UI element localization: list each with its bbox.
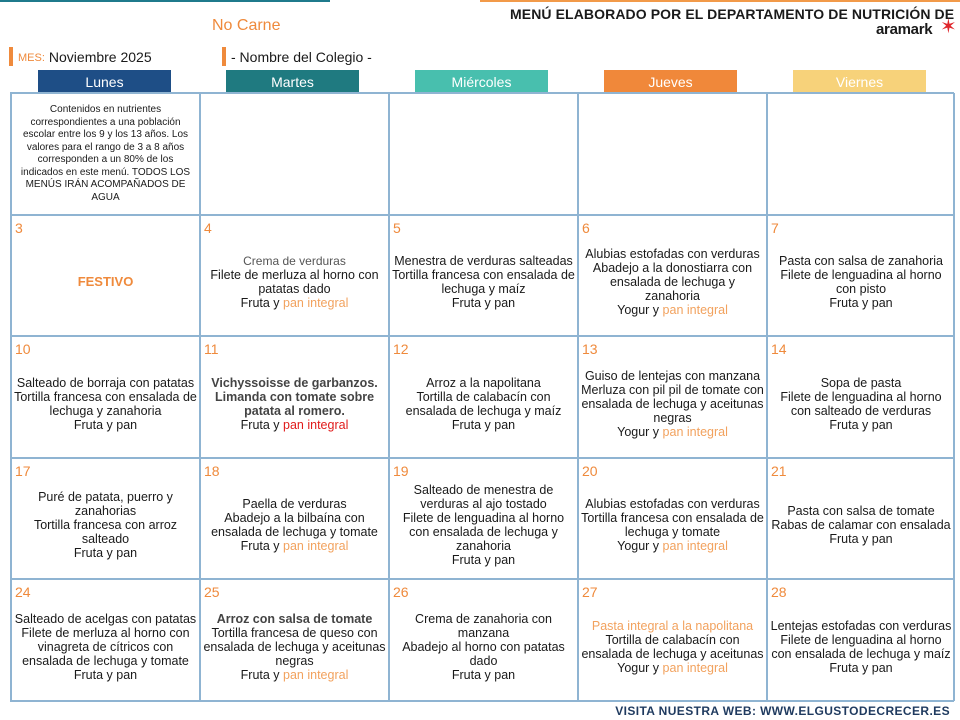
bread-accent: pan integral bbox=[283, 417, 349, 432]
second-course: Abadejo a la bilbaína con ensalada de lechuga y tomate bbox=[211, 511, 378, 539]
day-header-lunes: Lunes bbox=[38, 70, 171, 93]
day-cell-26 bbox=[389, 579, 578, 701]
second-course: Merluza con pil pil de tomate con ensalada de lechuga y aceitunas negras bbox=[581, 382, 764, 425]
dessert-text: Fruta y pan bbox=[451, 553, 516, 567]
menu-items bbox=[392, 596, 575, 697]
bread-accent: pan integral bbox=[283, 667, 349, 682]
day-cell-13 bbox=[578, 336, 767, 458]
day-cell-25 bbox=[200, 579, 389, 701]
first-course: Arroz a la napolitana bbox=[426, 375, 541, 390]
menu-items bbox=[392, 475, 575, 575]
menu-items bbox=[14, 596, 197, 697]
day-number: 17 bbox=[15, 463, 31, 479]
dessert-line bbox=[241, 296, 349, 310]
dessert-text: Fruta y pan bbox=[73, 546, 138, 560]
first-course: Vichyssoisse de garbanzos. bbox=[211, 375, 378, 390]
dessert-line bbox=[74, 546, 137, 560]
diet-label: No Carne bbox=[212, 17, 281, 34]
day-cell-14 bbox=[767, 336, 955, 458]
day-header-martes: Martes bbox=[226, 70, 359, 93]
menu-items bbox=[14, 232, 197, 332]
first-course: Pasta integral a la napolitana bbox=[591, 618, 754, 633]
first-course: Pasta con salsa de zanahoria bbox=[779, 254, 943, 268]
nutrition-info-text: Contenidos en nutrientes correspondientes a una población escolar entre los 9 y los 13 años. Los valores para el rango de 3 a 8 años corresponden a un 80% de los indicados en este menú. TODOS LOS MENÚS IRÁN ACOMPAÑADOS DE AGUA bbox=[20, 104, 191, 203]
dessert-line bbox=[452, 296, 515, 310]
day-number: 14 bbox=[771, 341, 787, 357]
first-course: Pasta con salsa de tomate bbox=[787, 504, 935, 518]
menu-items bbox=[203, 353, 386, 454]
empty-day-cell bbox=[578, 93, 767, 215]
day-cell-18 bbox=[200, 458, 389, 579]
day-cell-6 bbox=[578, 215, 767, 336]
day-number: 3 bbox=[15, 220, 23, 236]
day-cell-17 bbox=[11, 458, 200, 579]
bread-accent: pan integral bbox=[662, 539, 728, 553]
second-course: Rabas de calamar con ensalada bbox=[771, 518, 951, 532]
day-number: 27 bbox=[582, 584, 598, 600]
dessert-text: Fruta y bbox=[240, 417, 280, 432]
dessert-text: Yogur y bbox=[617, 660, 660, 675]
second-course: Tortilla francesa de queso con ensalada de lechuga y aceitunas negras bbox=[203, 625, 386, 668]
dessert-text: Fruta y pan bbox=[451, 667, 516, 682]
day-number: 18 bbox=[204, 463, 220, 479]
day-cell-10 bbox=[11, 336, 200, 458]
dessert-text: Fruta y bbox=[240, 296, 280, 310]
first-course: Salteado de acelgas con patatas bbox=[14, 611, 197, 626]
day-cell-24 bbox=[11, 579, 200, 701]
top-accent-line-blue bbox=[0, 0, 330, 2]
day-number: 13 bbox=[582, 341, 598, 357]
empty-day-cell bbox=[389, 93, 578, 215]
menu-items bbox=[581, 353, 764, 454]
day-number: 11 bbox=[204, 341, 219, 357]
top-accent-line-orange bbox=[480, 0, 960, 2]
dessert-text: Fruta y pan bbox=[73, 667, 138, 682]
dessert-line bbox=[829, 418, 892, 432]
first-course: Menestra de verduras salteadas bbox=[394, 254, 573, 268]
first-course: Alubias estofadas con verduras bbox=[585, 497, 760, 511]
dessert-line bbox=[452, 418, 515, 432]
menu-items bbox=[203, 596, 386, 697]
first-course: Guiso de lentejas con manzana bbox=[584, 368, 761, 383]
month-field bbox=[9, 47, 212, 66]
first-course: Sopa de pasta bbox=[820, 375, 902, 390]
dessert-line bbox=[241, 668, 349, 682]
dessert-text: Yogur y bbox=[617, 424, 660, 439]
menu-items bbox=[392, 353, 575, 454]
brand-logo: aramark bbox=[876, 21, 933, 38]
first-course: Alubias estofadas con verduras bbox=[585, 247, 760, 261]
dessert-text: Fruta y bbox=[240, 539, 280, 553]
menu-items bbox=[581, 596, 764, 697]
dessert-line bbox=[829, 661, 892, 675]
dessert-line bbox=[617, 661, 728, 675]
day-number: 20 bbox=[582, 463, 598, 479]
website-footer[interactable]: VISITA NUESTRA WEB: WWW.ELGUSTODECRECER.ES bbox=[615, 704, 950, 718]
first-course: Salteado de menestra de verduras al ajo tostado bbox=[413, 483, 554, 511]
day-cell-7 bbox=[767, 215, 955, 336]
day-cell-5 bbox=[389, 215, 578, 336]
dessert-text: Fruta y pan bbox=[829, 532, 893, 546]
first-course: Crema de zanahoria con manzana bbox=[415, 611, 552, 640]
dessert-line bbox=[829, 532, 892, 546]
menu-items bbox=[392, 232, 575, 332]
brand-star-icon: ✶ bbox=[940, 16, 957, 38]
day-cell-19 bbox=[389, 458, 578, 579]
day-number: 5 bbox=[393, 220, 401, 236]
second-course: Abadejo a la donostiarra con ensalada de lechuga y zanahoria bbox=[592, 261, 753, 303]
day-number: 4 bbox=[204, 220, 212, 236]
dessert-line bbox=[617, 539, 728, 553]
day-header-viernes: Viernes bbox=[793, 70, 926, 93]
menu-items bbox=[581, 475, 764, 575]
dessert-line bbox=[617, 303, 728, 317]
second-course: Filete de lenguadina al horno con ensalada de lechuga y maíz bbox=[771, 632, 951, 661]
menu-items bbox=[770, 475, 952, 575]
dessert-line bbox=[241, 539, 349, 553]
dessert-line bbox=[241, 418, 349, 432]
page-title: MENÚ ELABORADO POR EL DEPARTAMENTO DE NUTRICIÓN DE bbox=[510, 6, 955, 22]
menu-items bbox=[203, 475, 386, 575]
day-number: 10 bbox=[15, 341, 31, 357]
menu-items bbox=[14, 475, 197, 575]
month-value: Noviembre 2025 bbox=[48, 48, 152, 65]
dessert-text: Yogur y bbox=[617, 303, 660, 317]
day-number: 26 bbox=[393, 584, 409, 600]
dessert-text: Fruta y pan bbox=[451, 417, 516, 432]
dessert-line bbox=[452, 668, 515, 682]
first-course: Salteado de borraja con patatas bbox=[16, 375, 195, 390]
day-cell-11 bbox=[200, 336, 389, 458]
second-course: Abadejo al horno con patatas dado bbox=[402, 639, 565, 668]
bread-accent: pan integral bbox=[283, 539, 349, 553]
day-cell-27 bbox=[578, 579, 767, 701]
dessert-text: Fruta y bbox=[240, 667, 280, 682]
dessert-text: Fruta y pan bbox=[829, 417, 893, 432]
second-course: Tortilla de calabacín con ensalada de lechuga y maíz bbox=[405, 389, 562, 418]
day-number: 6 bbox=[582, 220, 590, 236]
dessert-text: Fruta y pan bbox=[73, 417, 138, 432]
dessert-line bbox=[452, 553, 515, 567]
day-cell-21 bbox=[767, 458, 955, 579]
nutrition-info-cell bbox=[11, 93, 200, 215]
day-header-miercoles: Miércoles bbox=[415, 70, 548, 93]
second-course: Tortilla francesa con ensalada de lechuga y tomate bbox=[581, 511, 764, 539]
first-course: Paella de verduras bbox=[242, 497, 347, 511]
day-number: 12 bbox=[393, 341, 409, 357]
bread-accent: pan integral bbox=[662, 303, 728, 317]
second-course: Tortilla francesa con ensalada de lechuga y zanahoria bbox=[14, 389, 197, 418]
day-cell-12 bbox=[389, 336, 578, 458]
menu-items bbox=[581, 232, 764, 332]
first-course: Arroz con salsa de tomate bbox=[216, 611, 373, 626]
second-course: Filete de merluza al horno con patatas dado bbox=[210, 268, 379, 296]
first-course: Crema de verduras bbox=[243, 254, 346, 268]
day-number: 7 bbox=[771, 220, 779, 236]
second-course: Tortilla francesa con ensalada de lechuga y maíz bbox=[392, 268, 575, 296]
menu-items bbox=[203, 232, 386, 332]
day-cell-28 bbox=[767, 579, 955, 701]
dessert-text: Fruta y pan bbox=[829, 660, 893, 675]
second-course: Tortilla de calabacín con ensalada de lechuga y aceitunas bbox=[581, 632, 764, 661]
dessert-line bbox=[829, 296, 892, 310]
menu-items bbox=[770, 596, 952, 697]
holiday-label: FESTIVO bbox=[77, 274, 134, 289]
dessert-line bbox=[74, 668, 137, 682]
empty-day-cell bbox=[767, 93, 955, 215]
second-course: Filete de lenguadina al horno con ensalada de lechuga y zanahoria bbox=[402, 511, 565, 553]
second-course: Filete de merluza al horno con vinagreta de cítricos con ensalada de lechuga y tomate bbox=[21, 625, 190, 668]
dessert-text: Fruta y pan bbox=[829, 296, 893, 310]
dessert-text: Fruta y pan bbox=[451, 296, 516, 310]
first-course: Lentejas estofadas con verduras bbox=[770, 618, 952, 633]
empty-day-cell bbox=[200, 93, 389, 215]
day-number: 24 bbox=[15, 584, 31, 600]
day-header-jueves: Jueves bbox=[604, 70, 737, 93]
school-name-field: - Nombre del Colegio - bbox=[222, 47, 952, 66]
bread-accent: pan integral bbox=[283, 296, 349, 310]
menu-calendar-grid bbox=[10, 92, 954, 702]
dessert-line bbox=[617, 425, 728, 439]
month-label: MES: bbox=[18, 52, 45, 64]
second-course: Limanda con tomate sobre patata al romero. bbox=[214, 389, 375, 418]
day-cell-3 bbox=[11, 215, 200, 336]
day-cell-4 bbox=[200, 215, 389, 336]
menu-items bbox=[770, 232, 952, 332]
first-course: Puré de patata, puerro y zanahorias bbox=[38, 490, 173, 518]
day-number: 21 bbox=[771, 463, 787, 479]
day-number: 25 bbox=[204, 584, 220, 600]
dessert-text: Yogur y bbox=[617, 539, 660, 553]
bread-accent: pan integral bbox=[662, 660, 728, 675]
day-cell-20 bbox=[578, 458, 767, 579]
bread-accent: pan integral bbox=[662, 424, 728, 439]
day-number: 28 bbox=[771, 584, 787, 600]
menu-items bbox=[14, 353, 197, 454]
second-course: Filete de lenguadina al horno con salteado de verduras bbox=[780, 389, 942, 418]
menu-items bbox=[770, 353, 952, 454]
dessert-line bbox=[74, 418, 137, 432]
second-course: Tortilla francesa con arroz salteado bbox=[33, 518, 178, 546]
second-course: Filete de lenguadina al horno con pisto bbox=[780, 268, 942, 296]
day-number: 19 bbox=[393, 463, 409, 479]
